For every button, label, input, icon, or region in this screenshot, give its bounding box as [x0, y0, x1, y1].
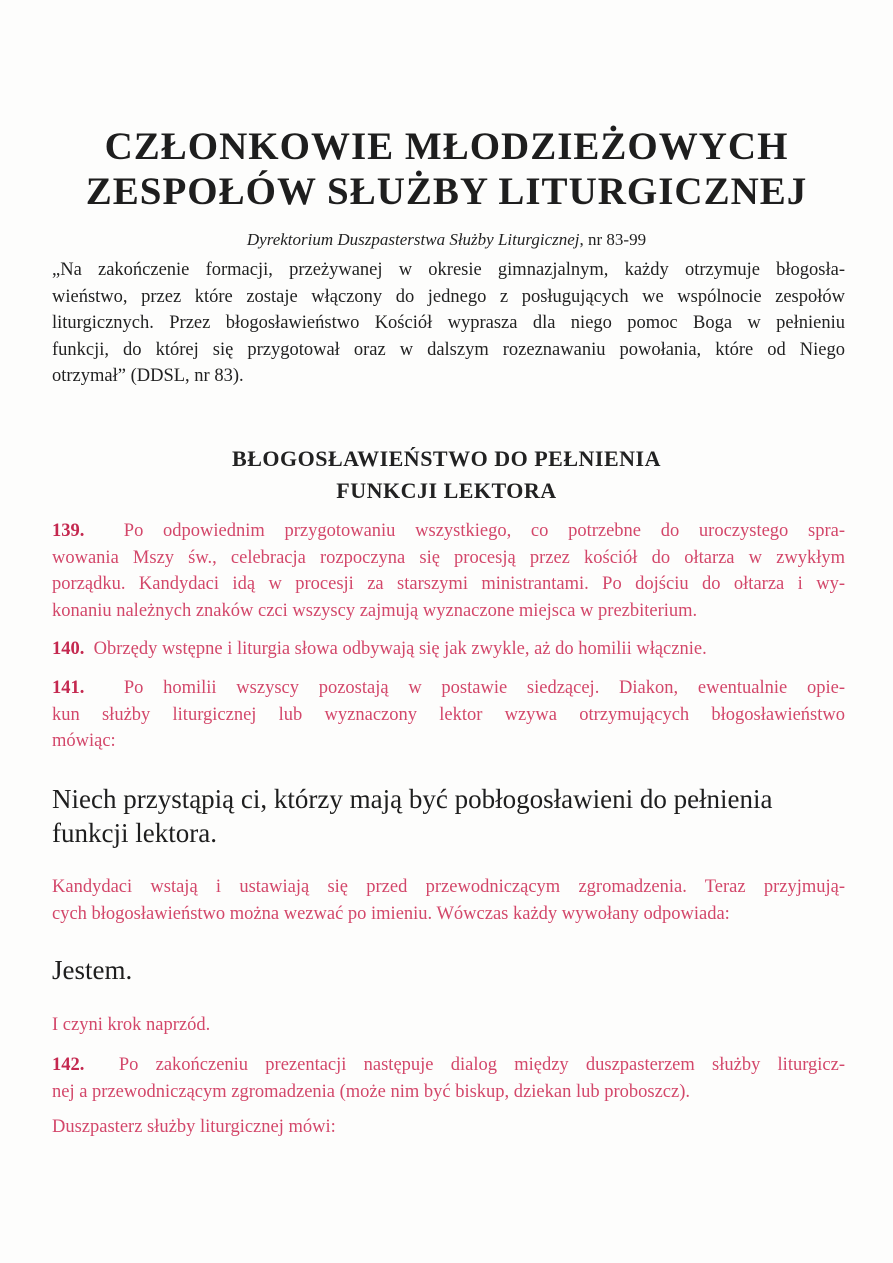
text-line — [52, 675, 845, 702]
text-line: „Na zakończenie formacji, przeżywanej w okresie gimnazjalnym, każdy otrzymuje błogosła- — [52, 260, 845, 280]
spoken-call — [52, 782, 845, 850]
text-line: otrzymał” (DDSL, nr 83). — [52, 366, 244, 386]
step-rubric: I czyni krok naprzód. — [52, 1015, 211, 1035]
text-line: nej a przewodniczącym zgromadzenia (może nim być biskup, dziekan lub proboszcz). — [52, 1081, 690, 1102]
paragraph-number: 140. — [52, 639, 85, 659]
text-line: wieństwo, przez które zostaje włączony do jednego z posługujących we wspólnocie zespołów — [52, 286, 845, 307]
heading-line: BŁOGOSŁAWIEŃSTWO DO PEŁNIENIA — [232, 446, 661, 471]
text-line: funkcji, do której się przygotował oraz w dalszym rozeznawaniu powołania, które od Niego — [52, 339, 845, 360]
paragraph-number: 142. — [52, 1055, 85, 1075]
source-subtitle — [0, 230, 893, 250]
text-line: funkcji lektora. — [52, 818, 217, 848]
text-line: konaniu należnych znaków czci wszyscy zajmują wyznaczone miejsca w prezbiterium. — [52, 600, 698, 621]
section-heading — [0, 443, 893, 507]
text-line — [52, 1052, 845, 1079]
paragraph-141 — [52, 675, 845, 755]
text: Po homilii wszyscy pozostają w postawie siedzącej. Diakon, ewentualnie opie- — [123, 678, 845, 698]
candidates-rubric — [52, 874, 845, 927]
pastor-rubric: Duszpasterz służby liturgicznej mówi: — [52, 1117, 336, 1137]
source-title: Dyrektorium Duszpasterstwa Służby Liturgicznej — [246, 230, 580, 249]
text: Po odpowiednim przygotowaniu wszystkiego, co potrzebne do uroczystego spra- — [123, 521, 845, 541]
title-line: ZESPOŁÓW SŁUŻBY LITURGICZNEJ — [85, 170, 808, 213]
paragraph-number: 139. — [52, 521, 85, 541]
source-ref: , nr 83-99 — [579, 230, 647, 249]
text-line: cych błogosławieństwo można wezwać po imieniu. Wówczas każdy wywołany odpowiada: — [52, 903, 730, 924]
text-line: liturgicznych. Przez błogosławieństwo Kościół wyprasza dla niego pomoc Boga w pełnieniu — [52, 313, 845, 333]
quote-paragraph — [52, 257, 845, 390]
text-line: mówiąc: — [52, 731, 116, 751]
text-line: Niech przystąpią ci, którzy mają być pobłogosławieni do pełnienia — [52, 784, 773, 814]
page-title — [0, 124, 893, 214]
text-line: Kandydaci wstają i ustawiają się przed przewodniczącym zgromadzenia. Teraz przyjmują- — [52, 877, 845, 897]
text-line: wowania Mszy św., celebracja rozpoczyna się procesją przez kościół do ołtarza w zwykłym — [52, 547, 845, 568]
text-line: porządku. Kandydaci idą w procesji za starszymi ministrantami. Po dojściu do ołtarza i wy- — [52, 574, 845, 594]
paragraph-142 — [52, 1052, 845, 1105]
text: Po zakończeniu prezentacji następuje dialog między duszpasterzem służby liturgicz- — [118, 1055, 846, 1075]
heading-line: FUNKCJI LEKTORA — [336, 478, 557, 503]
paragraph-139 — [52, 518, 845, 624]
spoken-answer: Jestem. — [52, 955, 133, 985]
text: Obrzędy wstępne i liturgia słowa odbywają się jak zwykle, aż do homilii włącznie. — [93, 639, 707, 659]
paragraph-number: 141. — [52, 678, 85, 698]
text-line — [52, 518, 845, 545]
text-line: kun służby liturgicznej lub wyznaczony lektor wzywa otrzymujących błogosławieństwo — [52, 704, 845, 725]
title-line: CZŁONKOWIE MŁODZIEŻOWYCH — [104, 125, 789, 168]
paragraph-140 — [52, 636, 845, 663]
